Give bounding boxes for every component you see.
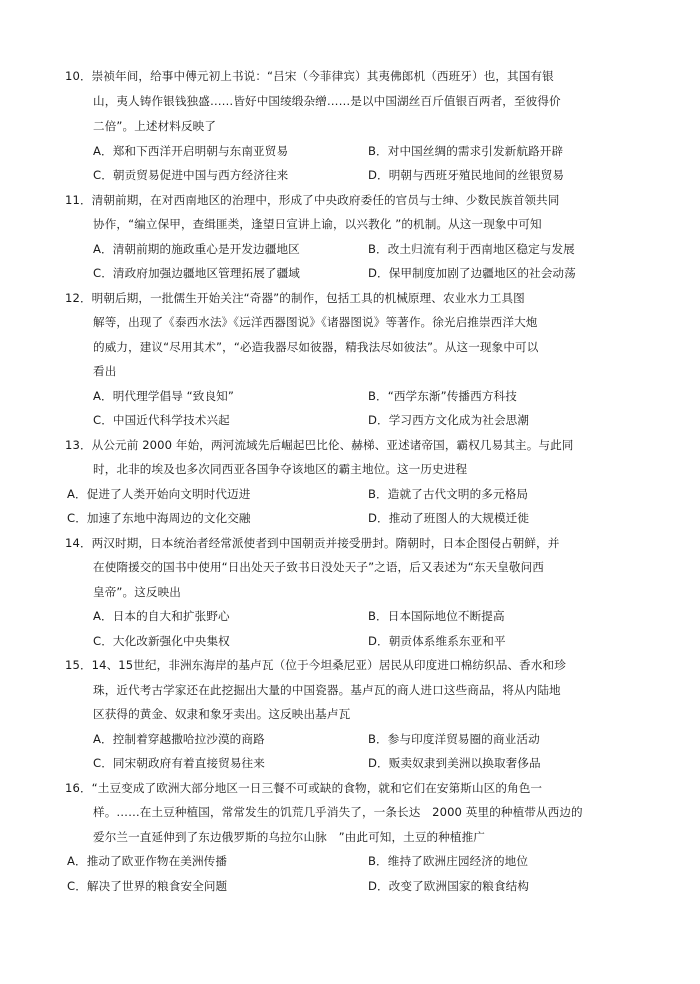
option-d: D．保甲制度加剧了边疆地区的社会动荡 (368, 266, 576, 280)
option-d: D．改变了欧洲国家的粮食结构 (368, 879, 530, 893)
question-stem-line: 样。……在土豆种植国，常常发生的饥荒几乎消失了，一条长达 2000 英里的种植带从西边的 (93, 805, 583, 819)
option-a: A．促进了人类开始向文明时代迈进 (67, 487, 251, 501)
option-d: D．学习西方文化成为社会思潮 (368, 413, 530, 427)
question-stem-line: 山，夷人铸作银钱独盛……皆好中国绫缎杂缯……是以中国湖丝百斤值银百两者，至彼得价 (93, 94, 561, 108)
question-stem-line: 16．“土豆变成了欧洲大部分地区一日三餐不可或缺的食物，就和它们在安第斯山区的角色一 (65, 781, 543, 795)
option-b: B．日本国际地位不断提高 (368, 609, 505, 623)
option-a: A．控制着穿越撒哈拉沙漠的商路 (93, 732, 265, 746)
question-stem-line: 12．明朝后期，一批儒生开始关注“奇器”的制作，包括工具的机械原理、农业水力工具图 (65, 291, 525, 305)
option-b: B．造就了古代文明的多元格局 (368, 487, 529, 501)
question-stem-line: 11．清朝前期，在对西南地区的治理中，形成了中央政府委任的官员与士绅、少数民族首领共同 (65, 193, 560, 207)
question-stem-line: 15．14、15世纪，非洲东海岸的基卢瓦（位于今坦桑尼亚）居民从印度进口棉纺织品、香水和珍 (65, 658, 566, 672)
option-b: B．对中国丝绸的需求引发新航路开辟 (368, 144, 564, 158)
option-c: C．解决了世界的粮食安全问题 (67, 879, 228, 893)
option-c: C．大化改新强化中央集权 (93, 634, 230, 648)
option-a: A．推动了欧亚作物在美洲传播 (67, 854, 228, 868)
question-stem-line: 时，北非的埃及也多次同西亚各国争夺该地区的霸主地位。这一历史进程 (93, 462, 468, 476)
question-stem-line: 的威力，建议“尽用其术”，“必造我器尽如彼器，精我法尽如彼法”。从这一现象中可以 (93, 340, 539, 354)
question-stem-line: 10．崇祯年间，给事中傅元初上书说：“吕宋（今菲律宾）其夷佛郎机（西班牙）也，其国有银 (65, 69, 554, 83)
question-stem-line: 珠，近代考古学家还在此挖掘出大量的中国瓷器。基卢瓦的商人进口这些商品，将从内陆地 (93, 683, 561, 697)
option-b: B．维持了欧洲庄园经济的地位 (368, 854, 529, 868)
option-a: A．郑和下西洋开启明朝与东南亚贸易 (93, 144, 289, 158)
question-stem-line: 14．两汉时期，日本统治者经常派使者到中国朝贡并接受册封。隋朝时，日本企图侵占朝鲜，并 (65, 536, 560, 550)
option-c: C．同宋朝政府有着直接贸易往来 (93, 756, 265, 770)
question-stem-line: 协作，“编立保甲，查缉匪类，逢望日宣讲上谕，以兴教化 ”的机制。从这一现象中可知 (93, 217, 542, 231)
question-stem-line: 皇帝”。这反映出 (93, 585, 181, 599)
option-c: C．中国近代科学技术兴起 (93, 413, 230, 427)
question-stem-line: 二倍”。上述材料反映了 (93, 119, 217, 133)
option-c: C．清政府加强边疆地区管理拓展了疆域 (93, 266, 300, 280)
question-stem-line: 13．从公元前 2000 年始，两河流域先后崛起巴比伦、赫梯、亚述诸帝国，霸权几易其主。与此同 (65, 438, 574, 452)
option-d: D．贩卖奴隶到美洲以换取奢侈品 (368, 756, 541, 770)
option-b: B．改土归流有利于西南地区稳定与发展 (368, 242, 575, 256)
option-a: A．清朝前期的施政重心是开发边疆地区 (93, 242, 300, 256)
option-b: B．参与印度洋贸易圈的商业活动 (368, 732, 540, 746)
question-stem-line: 爱尔兰一直延伸到了东边俄罗斯的乌拉尔山脉 ”由此可知，土豆的种植推广 (93, 830, 486, 844)
option-a: A．明代理学倡导 “致良知” (93, 389, 234, 403)
option-d: D．明朝与西班牙殖民地间的丝银贸易 (368, 168, 565, 182)
question-stem-line: 解等，出现了《泰西水法》《远洋西器图说》《诸器图说》等著作。徐光启推崇西洋大炮 (93, 315, 538, 329)
question-stem-line: 在使隋援交的国书中使用“日出处天子致书日没处天子”之语，后又表述为“东天皇敬问西 (93, 560, 544, 574)
option-d: D．推动了班图人的大规模迁徙 (368, 511, 530, 525)
option-a: A．日本的自大和扩张野心 (93, 609, 230, 623)
option-d: D．朝贡体系维系东亚和平 (368, 634, 506, 648)
option-c: C．朝贡贸易促进中国与西方经济往来 (93, 168, 289, 182)
option-b: B．“西学东渐”传播西方科技 (368, 389, 517, 403)
question-stem-line: 区获得的黄金、奴隶和象牙卖出。这反映出基卢瓦 (93, 707, 351, 721)
option-c: C．加速了东地中海周边的文化交融 (67, 511, 251, 525)
question-stem-line: 看出 (93, 364, 117, 378)
